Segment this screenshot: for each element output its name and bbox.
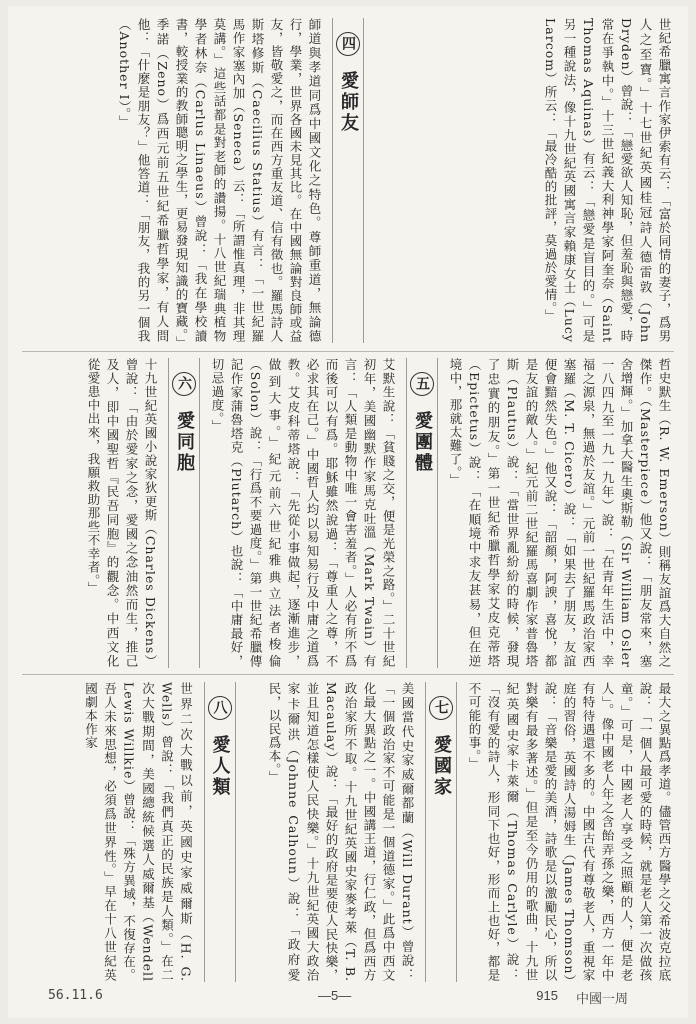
middle-band: [22, 358, 674, 668]
section-divider: [22, 674, 674, 675]
section-number-badge: 七: [429, 696, 453, 720]
filial-piety-text-column: 最大之異點爲孝道。儘管西方醫學之父希波克拉底說：「一個人最可愛的時候，就是老人第一次做孩童。」可是，中國老人享受之照顧的人，便是老人」。像中國老人年之含飴弄孫之樂，西方一年中有特待遇還不多的。中國古代有尊敬老人，重視家庭的習俗，英國詩人湯姆生（James Thomson）說：「音樂是愛的美酒，詩歌是以激勵民心，所以對樂有最多著述。」但是至今仍用的歌曲，十九世紀英國史家卡萊爾（Thomas Carlyle）說：「沒有愛的詩人，形同下也好，形而上也好，都是不可能的事。」: [467, 682, 672, 982]
section-heading-love-humanity: [204, 682, 236, 982]
serial-number: 915: [536, 988, 558, 1003]
love-country-text-column: 美國當代史家威爾都蘭（Will Durant）曾說：「一個政治家不可能是一個道德家。」此爲中西文化最大異點之一。中國講王道，行仁政，但爲西方政治家所不取。十九世紀英國史家麥考萊（T. B. Macaulay）說：「最好的政府是要使人民快樂，並且知道怎樣使人民快樂。」十九世紀英國大政治家卡爾洪（Johnne Calhoun）說：「政府愛民，以民爲本。」: [267, 682, 415, 982]
section-number-badge: 五: [410, 372, 434, 396]
love-humanity-text-column: 世界二次大戰以前，英國史家威爾斯（H. G. Wells）曾說：「我們真正的民族是人類。」在二次大戰期間，美國總統候選人威爾基（Wendell Lewis Willkie）曾說：「殊方異域，不復存在。吾人未來思想，必須爲世界性。」早在十八世紀英國劇本作家: [83, 682, 194, 982]
love-group-text-column: 艾默生說：「貧賤之交，便是光榮之路。」二十世紀初年，美國幽默作家馬克吐溫（Mark Twain）有言：「人類是動物中唯一會害羞者。」人必有所不爲而後可以有爲。耶穌雖然說過：「尊重人之尊，不必求其在己。」中國哲人均以易知易行及中庸之道爲教。艾皮科蒂塔說：「先從小事做起，逐漸進步，做到大事。」紀元前六世紀雅典立法者梭倫（Solon）說：「行爲不要過度。」第一世紀希臘傳記作家蒲魯塔克（Plutarch）也說：「中庸最好，切忌過度。」: [210, 358, 396, 668]
document-page: [8, 6, 688, 1018]
publication-name: 中國一周: [575, 991, 628, 1006]
section-divider: [22, 351, 674, 352]
section-heading-love-teachers: [332, 18, 364, 343]
friendship-text-column: 哲史默生（R. W. Emerson）則稱友誼爲大自然之傑作。（Masterpiece）他又說：「朋友常來，塞舍增輝。」加拿大醫生奧斯勒（Sir William Osler 一八四九至一九一九年）說：「在青年生活中，幸福之源泉，無過於友誼。」元前一世紀羅馬政治家西塞羅（M. T. Cicero）說：「如果去了朋友，友誼便會黯然失色。」他又說：「韶顏，阿諛，喜悅，都是友誼的敵人。」紀元前二世紀羅馬喜劇作家普魯塔斯（Plautus）說：「當世界亂紛紛的時候，發現了忠實的朋友。」第一世紀希臘哲學家艾皮克蒂塔（Epictetus）說：「在順境中求友甚易，但在逆境中，那就太難了。」: [448, 358, 672, 668]
footer-date: 56.11.6: [48, 988, 103, 1003]
section-number-badge: 六: [172, 372, 196, 396]
section-title: 愛國家: [431, 735, 452, 799]
page-number: —5—: [318, 988, 352, 1003]
page-footer: [8, 982, 688, 1012]
section-title: 愛人類: [209, 735, 231, 799]
bottom-band: [22, 682, 674, 982]
section-title: 愛同胞: [174, 411, 195, 475]
section-title: 愛師友: [338, 71, 359, 135]
section-heading-love-compatriots: [168, 358, 200, 668]
section-heading-love-country: [425, 682, 457, 982]
section-number-badge: 四: [336, 32, 360, 56]
top-band: [22, 18, 674, 343]
intro-text-column: 世紀希臘寓言作家伊索有云：「富於同情的妻子，爲男人之至寶。」十七世紀英國桂冠詩人德雷敦（John Dryden）曾說：「戀愛欲人知恥，但羞恥與戀愛，時常在爭執中。」十三世紀義大利神學家阿奎奈（Saint Thomas Aquinas）有云：「戀愛是盲目的。」可是另一種說法，像十九世紀英國寓言家賴康女士（Lucy Larcom）所云：「最冷酷的批評，莫過於愛情。」: [543, 18, 672, 343]
section-number-badge: 八: [208, 696, 232, 720]
love-teachers-text-column: 師道與孝道同爲中國文化之特色。尊師重道，無論德行，學業，世界各國未見其比。在中國無論對良師或益友，皆敬愛之，而在西方重友道、信有徵也。羅馬詩人斯塔修斯（Caecilius Statius）有言：「一世紀羅馬作家塞內加（Seneca）云：「所謂惟真理，非其理莫講。」這些話都是對老師的讚揚。十八世紀瑞典植物學者林奈（Carlus Linaeus）曾說：「我在學校讀書，較授業的教師聰明之學生，更易發現知識的寶藏。」季諾（Zeno）爲西元前五世紀希臘哲學家，有人問他：「什麼是朋友？」他答道：「朋友，我的另一個我（Another I）。」: [117, 18, 322, 343]
love-compatriots-text-column: 十九世紀英國小說家狄更斯（Charles Dickens）曾說：「由於愛家之念，愛國之念油然而生，推己及人，即中國聖哲『民吾同胞』的觀念。中西文化從愛患中出來，我願救助那些不幸者。」: [86, 358, 158, 668]
section-heading-love-group: [406, 358, 438, 668]
section-title: 愛團體: [412, 411, 433, 475]
